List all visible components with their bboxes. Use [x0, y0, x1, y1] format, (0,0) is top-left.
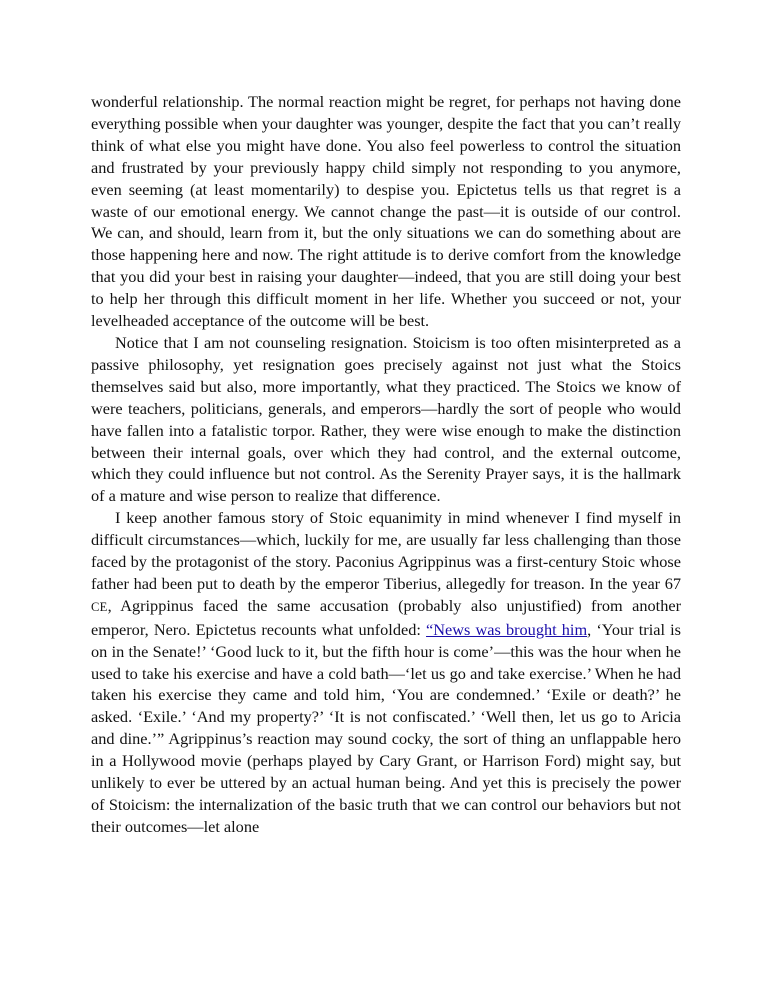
paragraph-3-text-a: I keep another famous story of Stoic equanimity in mind whenever I find myself in difficult circumstances—which, luckily for me, are usually far less challenging than those faced by the protagonist of the story. Paconius Agrippinus was a first-century Stoic whose father had been put to death by the emperor Tiberius, allegedly for treason. In the year 67 — [91, 508, 681, 593]
book-page — [91, 91, 681, 838]
paragraph-1: wonderful relationship. The normal reaction might be regret, for perhaps not having done everything possible when your daughter was younger, despite the fact that you can’t really think of what else you might have done. You also feel powerless to control the situation and frustrated by your previously happy child simply not responding to you anymore, even seeming (at least momentarily) to despise you. Epictetus tells us that regret is a waste of our emotional energy. We cannot change the past—it is outside of our control. We can, and should, learn from it, but the only situations we can do something about are those happening here and now. The right attitude is to derive comfort from the knowledge that you did your best in raising your daughter—indeed, that you are still doing your best to help her through this difficult moment in her life. Whether you succeed or not, your levelheaded acceptance of the outcome will be best. — [91, 92, 681, 331]
paragraph-3 — [91, 507, 681, 838]
paragraph-2: Notice that I am not counseling resignation. Stoicism is too often misinterpreted as a passive philosophy, yet resignation goes precisely against not just what the Stoics themselves said but also, more importantly, what they practiced. The Stoics we know of were teachers, politicians, generals, and emperors—hardly the sort of people who would have fallen into a fatalistic torpor. Rather, they were wise enough to make the distinction between their internal goals, over which they had control, and the external outcome, which they could influence but not control. As the Serenity Prayer says, it is the hallmark of a mature and wise person to realize that difference. — [91, 332, 681, 506]
paragraph-3-text-b: , Agrippinus faced the same accusation (probably also unjustified) from another emperor, Nero. Epictetus recounts what unfolded: — [91, 595, 681, 639]
paragraph-3-text-c: , ‘Your trial is on in the Senate!’ ‘Good luck to it, but the fifth hour is come’—this was the hour when he used to take his exercise and have a cold bath—‘let us go and take exercise.’ When he had taken his exercise they came and told him, ‘You are condemned.’ ‘Exile or death?’ he asked. ‘Exile.’ ‘And my property?’ ‘It is not confiscated.’ ‘Well then, let us go to Aricia and dine.’” Agrippinus’s reaction may sound cocky, the sort of thing an unflappable hero in a Hollywood movie (perhaps played by Cary Grant, or Harrison Ford) might say, but unlikely to ever be uttered by an actual human being. And yet this is precisely the power of Stoicism: the internalization of the basic truth that we can control our behaviors but not their outcomes—let alone — [91, 619, 681, 836]
era-abbreviation: CE — [91, 599, 108, 614]
quote-footnote-link[interactable]: “News was brought him — [426, 619, 588, 639]
